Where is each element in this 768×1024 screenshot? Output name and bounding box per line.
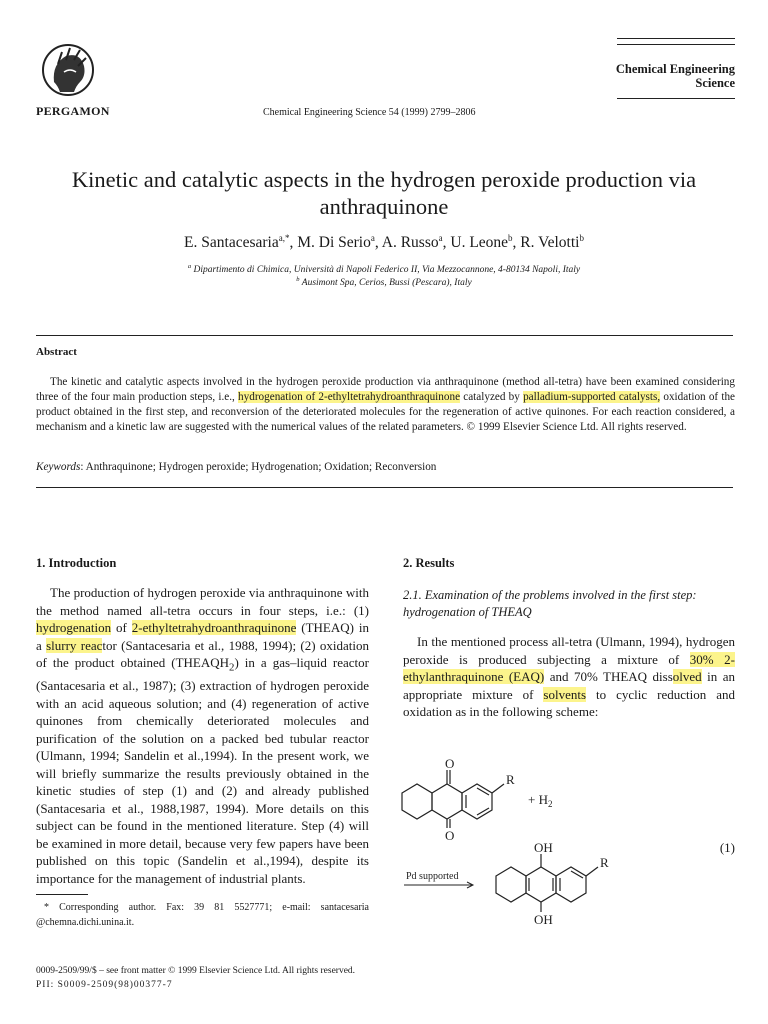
publisher-name: PERGAMON [36, 104, 110, 118]
affiliation-text: Ausimont Spa, Cerios, Bussi (Pescara), Italy [301, 278, 472, 289]
section-heading-introduction: 1. Introduction [36, 556, 117, 570]
plus-hydrogen: + $H_2$ [528, 792, 553, 809]
author-affil: a,* [278, 233, 290, 243]
author-affil: b [579, 233, 584, 243]
highlight: 30% 2-ethylanthraquinone (EAQ) [403, 651, 735, 684]
abstract-text: oxidation of the product obtained in the first step, and reconversion of the deteriorated molecules for the regeneration of active quinones. For each reaction considered, a mechanism and a kinetic law are suggested with the numerical values of the related parameters. © 1999 Elsevier Science Ltd. All rights reserved. [36, 391, 736, 433]
highlight: 2-ethyltetrahydroanthraquinone [131, 620, 297, 635]
author-name: E. Santacesaria [184, 234, 279, 252]
abstract-rule-bottom [36, 487, 733, 488]
body-text: in an appropriate mixture of [403, 669, 736, 702]
tetrahydroanthraquinone-structure [402, 770, 504, 828]
pergamon-logo [36, 42, 100, 98]
author-name: R. Velotti [520, 234, 580, 252]
subscript: 2 [229, 661, 235, 674]
journal-rule-top-2 [617, 44, 735, 45]
anthrahydroquinone-structure [496, 854, 598, 912]
author-name: A. Russo [381, 234, 439, 252]
affiliation-marker: a [187, 263, 192, 270]
highlight: solvents [543, 686, 587, 702]
highlight: olved [672, 669, 702, 684]
keywords-text: : Anthraquinone; Hydrogen peroxide; Hydrogenation; Oxidation; Reconversion [80, 461, 437, 473]
affiliation-b [60, 276, 708, 288]
results-paragraph [403, 633, 735, 721]
front-matter-line: 0009-2509/99/$ – see front matter © 1999 Elsevier Science Ltd. All rights reserved. [36, 966, 356, 976]
abstract-body [36, 375, 735, 435]
r-group: R [600, 855, 609, 870]
footnote-rule [36, 894, 88, 895]
author-affil: a [438, 233, 443, 243]
introduction-paragraph [36, 584, 369, 887]
author-affil: a [370, 233, 375, 243]
equation-number: (1) [719, 840, 735, 855]
author-name: U. Leone [450, 234, 509, 252]
body-text: to cyclic reduction and oxidation as in the following scheme: [403, 686, 735, 719]
author-list: E. Santacesaria$^{a,*}$, M. Di Serio$^a$, A. Russo$^a$, U. Leone$^b$, R. Velotti$^b$ [184, 233, 584, 252]
abstract-heading: Abstract [36, 346, 77, 358]
keywords [36, 461, 436, 473]
carbonyl-o-bottom: O [445, 828, 455, 843]
subsection-heading: 2.1. Examination of the problems involved in the first step: hydrogenation of THEAQ [403, 588, 697, 619]
abstract-rule-top [36, 335, 733, 336]
affiliation-text: Dipartimento di Chimica, Università di Napoli Federico II, Via Mezzocannone, 4-80134 Napoli, Italy [193, 265, 581, 276]
abstract-text: catalyzed by [460, 391, 524, 403]
body-text: The production of hydrogen peroxide via anthraquinone with the method named all-tetra occurs in four steps, i.e.: (1) [36, 585, 369, 618]
arrow-label: Pd supported [406, 871, 459, 882]
hydroxyl-bottom: OH [534, 912, 553, 927]
body-text: (THEAQ) in a [36, 620, 369, 653]
highlight: hydrogenation [36, 620, 112, 635]
affiliation-a [60, 263, 708, 275]
body-text: In the mentioned process all-tetra (Ulmann, 1994), hydrogen peroxide is produced subjecting a mixture of [403, 634, 735, 667]
reaction-arrow [404, 882, 473, 888]
r-group: R [506, 772, 515, 787]
highlight: hydrogenation of 2-ethyltetrahydroanthraquinone [238, 391, 461, 403]
body-text: tor (Santacesaria et al., 1988, 1994); (2) oxidation of the product obtained (THEAQH [36, 637, 370, 670]
abstract-text: The kinetic and catalytic aspects involved in the hydrogen peroxide production via anthraquinone (method all-tetra) have been examined considering three of the four main production steps, i.e., [36, 376, 735, 403]
journal-name: Chemical Engineering Science [615, 62, 735, 90]
journal-reference: Chemical Engineering Science 54 (1999) 2799–2806 [263, 107, 476, 118]
author-name: M. Di Serio [297, 234, 371, 252]
article-title: Kinetic and catalytic aspects in the hydrogen peroxide production via anthraquinone [71, 167, 697, 219]
highlight: palladium-supported catalysts, [523, 391, 661, 403]
author-affil: b [508, 233, 513, 243]
reaction-scheme [398, 756, 736, 928]
section-heading-results: 2. Results [403, 556, 455, 570]
hydroxyl-top: OH [534, 840, 553, 855]
body-text: and 70% THEAQ diss [544, 669, 673, 684]
highlight: slurry reac [46, 637, 103, 653]
journal-rule-bottom [617, 98, 735, 99]
carbonyl-o-top: O [445, 756, 455, 771]
journal-rule-top-1 [617, 38, 735, 39]
keywords-label: Keywords [36, 461, 81, 473]
corresponding-author-footnote: * Corresponding author. Fax: 39 81 5527771; e-mail: santacesaria @chemna.dichi.unina.it. [36, 902, 369, 928]
affiliation-marker: b [296, 276, 300, 283]
pii-line: PII: S0009-2509(98)00377-7 [36, 980, 173, 990]
body-text: of [111, 620, 132, 635]
body-text: ) in a gas–liquid reactor (Santacesaria et al., 1987); (3) extraction of hydrogen peroxide with an acid aqueous solution; and (4) regeneration of active quinones from chemically deteriorated molecules and purification of the solution on a packed bed tubular reactor (Ulmann, 1994; Sandelin et al.,1994). In the present work, we will briefly summarize the results previously obtained in the kinetic studies of step (1) and (2) and already published (Santacesaria et al., 1988,1987, 1994). More details on this subject can be found in the mentioned literature. Step (4) will be examined in more detail, because very few papers have been published on this topic (Sandelin et al.,1994), despite its importance for the management of industrial plants. [36, 655, 369, 886]
